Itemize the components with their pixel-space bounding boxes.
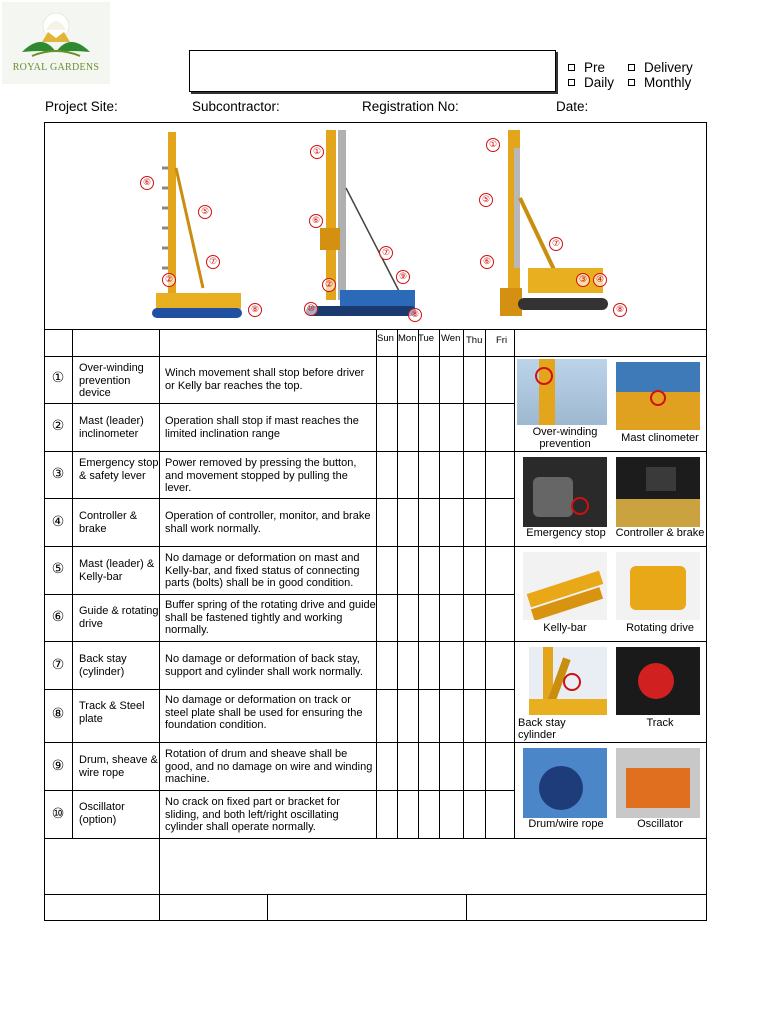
company-logo (2, 2, 110, 84)
checkbox-daily[interactable] (568, 79, 575, 86)
marker-7-rig3: ⑦ (549, 237, 563, 251)
col-sun-right (397, 329, 398, 838)
check-pre[interactable] (568, 60, 614, 75)
check-delivery-label: Delivery (644, 60, 693, 75)
col-thu-right (485, 329, 486, 838)
divider-row-10 (44, 838, 707, 839)
photo-drum-wire-rope (523, 748, 607, 818)
caption-kelly-bar: Kelly-bar (543, 622, 587, 634)
divider-row-5 (44, 594, 514, 595)
row-5-description: No damage or deformation on mast and Kelly-bar, and fixed status of connecting parts (bolts) shall be in good condition. (165, 552, 360, 589)
divider-row-9 (44, 790, 514, 791)
row-10-description: No crack on fixed part or bracket for sliding, and both left/right oscillating cylinder shall operate normally. (165, 796, 340, 833)
row-3-number: ③ (51, 466, 65, 482)
marker-10-rig2: ⑩ (304, 302, 318, 316)
marker-2-rig1: ② (162, 273, 176, 287)
row-1-description: Winch movement shall stop before driver or Kelly bar reaches the top. (165, 367, 365, 392)
check-monthly-label: Monthly (644, 75, 692, 90)
divider-row-3 (44, 498, 514, 499)
row-7-number: ⑦ (51, 657, 65, 673)
check-daily[interactable] (568, 75, 614, 90)
row-4-description: Operation of controller, monitor, and brake shall work normally. (165, 510, 371, 535)
logo-text: ROYAL GARDENS (12, 62, 100, 73)
caption-drum-wire-rope: Drum/wire rope (528, 818, 604, 830)
check-pre-label: Pre (584, 60, 606, 75)
photo-rotating-drive (616, 552, 700, 620)
marker-4-rig3: ④ (593, 273, 607, 287)
caption-oscillator: Oscillator (637, 818, 683, 830)
col-mon-right (418, 329, 419, 838)
marker-6-rig1: ⑥ (140, 176, 154, 190)
row-5-number: ⑤ (51, 561, 65, 577)
marker-6-rig2: ⑥ (309, 214, 323, 228)
drilling-rig-illustration-3 (488, 128, 618, 323)
row-2-number: ② (51, 418, 65, 434)
row-9-description: Rotation of drum and sheave shall be good, and no damage on wire and winding machine. (165, 748, 373, 785)
row-7-description: No damage or deformation of back stay, support and cylinder shall work normally. (165, 653, 363, 678)
row-8-description: No damage or deformation on track or steel plate shall be used for ensuring the foundation condition. (165, 694, 363, 731)
caption-rotating-drive: Rotating drive (626, 622, 694, 634)
photo-controller-brake (616, 457, 700, 527)
marker-1-rig2: ① (310, 145, 324, 159)
marker-1-rig3: ① (486, 138, 500, 152)
day-header-thu: Thu (466, 335, 483, 346)
photo-back-stay (529, 647, 607, 715)
photo-kelly-bar (523, 552, 607, 620)
form-title-box[interactable] (189, 50, 556, 92)
row-6-description: Buffer spring of the rotating drive and guide shall be fastened tightly and working normally. (165, 599, 376, 636)
row-2-item: Mast (leader) inclinometer (79, 415, 144, 440)
caption-over-winding: Over-winding prevention (532, 426, 598, 450)
footer-col-3 (466, 894, 467, 921)
day-header-mon: Mon (398, 333, 417, 344)
marker-7-rig2: ⑦ (379, 246, 393, 260)
caption-emergency-stop: Emergency stop (526, 527, 606, 539)
checkbox-pre[interactable] (568, 64, 575, 71)
row-8-number: ⑧ (51, 706, 65, 722)
marker-8-rig3: ⑧ (613, 303, 627, 317)
col-num-right (72, 329, 73, 838)
check-delivery[interactable] (628, 60, 693, 75)
photo-over-winding (517, 359, 607, 425)
row-3-description: Power removed by pressing the button, and movement stopped by pulling the lever. (165, 457, 357, 494)
marker-5-rig3: ⑤ (479, 193, 493, 207)
photo-oscillator (616, 748, 700, 818)
marker-9-rig2: ⑨ (396, 270, 410, 284)
divider-remarks-bottom (44, 894, 707, 895)
caption-back-stay: Back stay cylinder (518, 717, 566, 741)
photo-emergency-stop (523, 457, 607, 527)
check-daily-label: Daily (584, 75, 615, 90)
registration-label: Registration No: (362, 99, 459, 114)
caption-track: Track (646, 717, 674, 729)
day-header-fri: Fri (496, 335, 508, 346)
caption-mast-clinometer: Mast clinometer (621, 432, 699, 444)
col-fri-right (514, 329, 515, 838)
row-5-item: Mast (leader) & Kelly-bar (79, 558, 155, 583)
subcontractor-label: Subcontractor: (192, 99, 280, 114)
row-10-number: ⑩ (51, 806, 65, 822)
row-7-item: Back stay (cylinder) (79, 653, 127, 678)
day-header-sun: Sun (377, 333, 394, 344)
row-6-item: Guide & rotating drive (79, 605, 159, 630)
row-4-item: Controller & brake (79, 510, 138, 535)
marker-8-rig1: ⑧ (248, 303, 262, 317)
row-2-description: Operation shall stop if mast reaches the limited inclination range (165, 415, 359, 440)
photo-mast-clinometer (616, 362, 700, 430)
checkbox-delivery[interactable] (628, 64, 635, 71)
marker-3-rig3: ③ (576, 273, 590, 287)
frequency-checks-right (628, 60, 693, 90)
row-6-number: ⑥ (51, 609, 65, 625)
checkbox-monthly[interactable] (628, 79, 635, 86)
col-tue-right (439, 329, 440, 838)
row-1-number: ① (51, 370, 65, 386)
marker-6-rig3: ⑥ (480, 255, 494, 269)
frequency-checks-left (568, 60, 614, 90)
marker-5-rig1: ⑤ (198, 205, 212, 219)
row-3-item: Emergency stop & safety lever (79, 457, 159, 482)
marker-7-rig1: ⑦ (206, 255, 220, 269)
row-8-item: Track & Steel plate (79, 700, 145, 725)
row-10-item: Oscillator (option) (79, 801, 125, 826)
divider-row-7 (44, 689, 514, 690)
marker-8-rig2: ⑧ (408, 308, 422, 322)
day-header-tue: Tue (418, 333, 435, 344)
row-9-item: Drum, sheave & wire rope (79, 754, 158, 779)
col-wen-right (463, 329, 464, 838)
row-9-number: ⑨ (51, 758, 65, 774)
day-header-wen: Wen (441, 333, 461, 344)
row-1-item: Over-winding prevention device (79, 362, 144, 399)
row-4-number: ④ (51, 514, 65, 530)
date-label: Date: (556, 99, 589, 114)
photo-track (616, 647, 700, 715)
divider-row-1 (44, 403, 514, 404)
check-monthly[interactable] (628, 75, 693, 90)
caption-controller-brake: Controller & brake (615, 527, 705, 539)
marker-2-rig2: ② (322, 278, 336, 292)
drilling-rig-illustration-1 (148, 128, 248, 323)
footer-col-2 (267, 894, 268, 921)
project-site-label: Project Site: (45, 99, 118, 114)
